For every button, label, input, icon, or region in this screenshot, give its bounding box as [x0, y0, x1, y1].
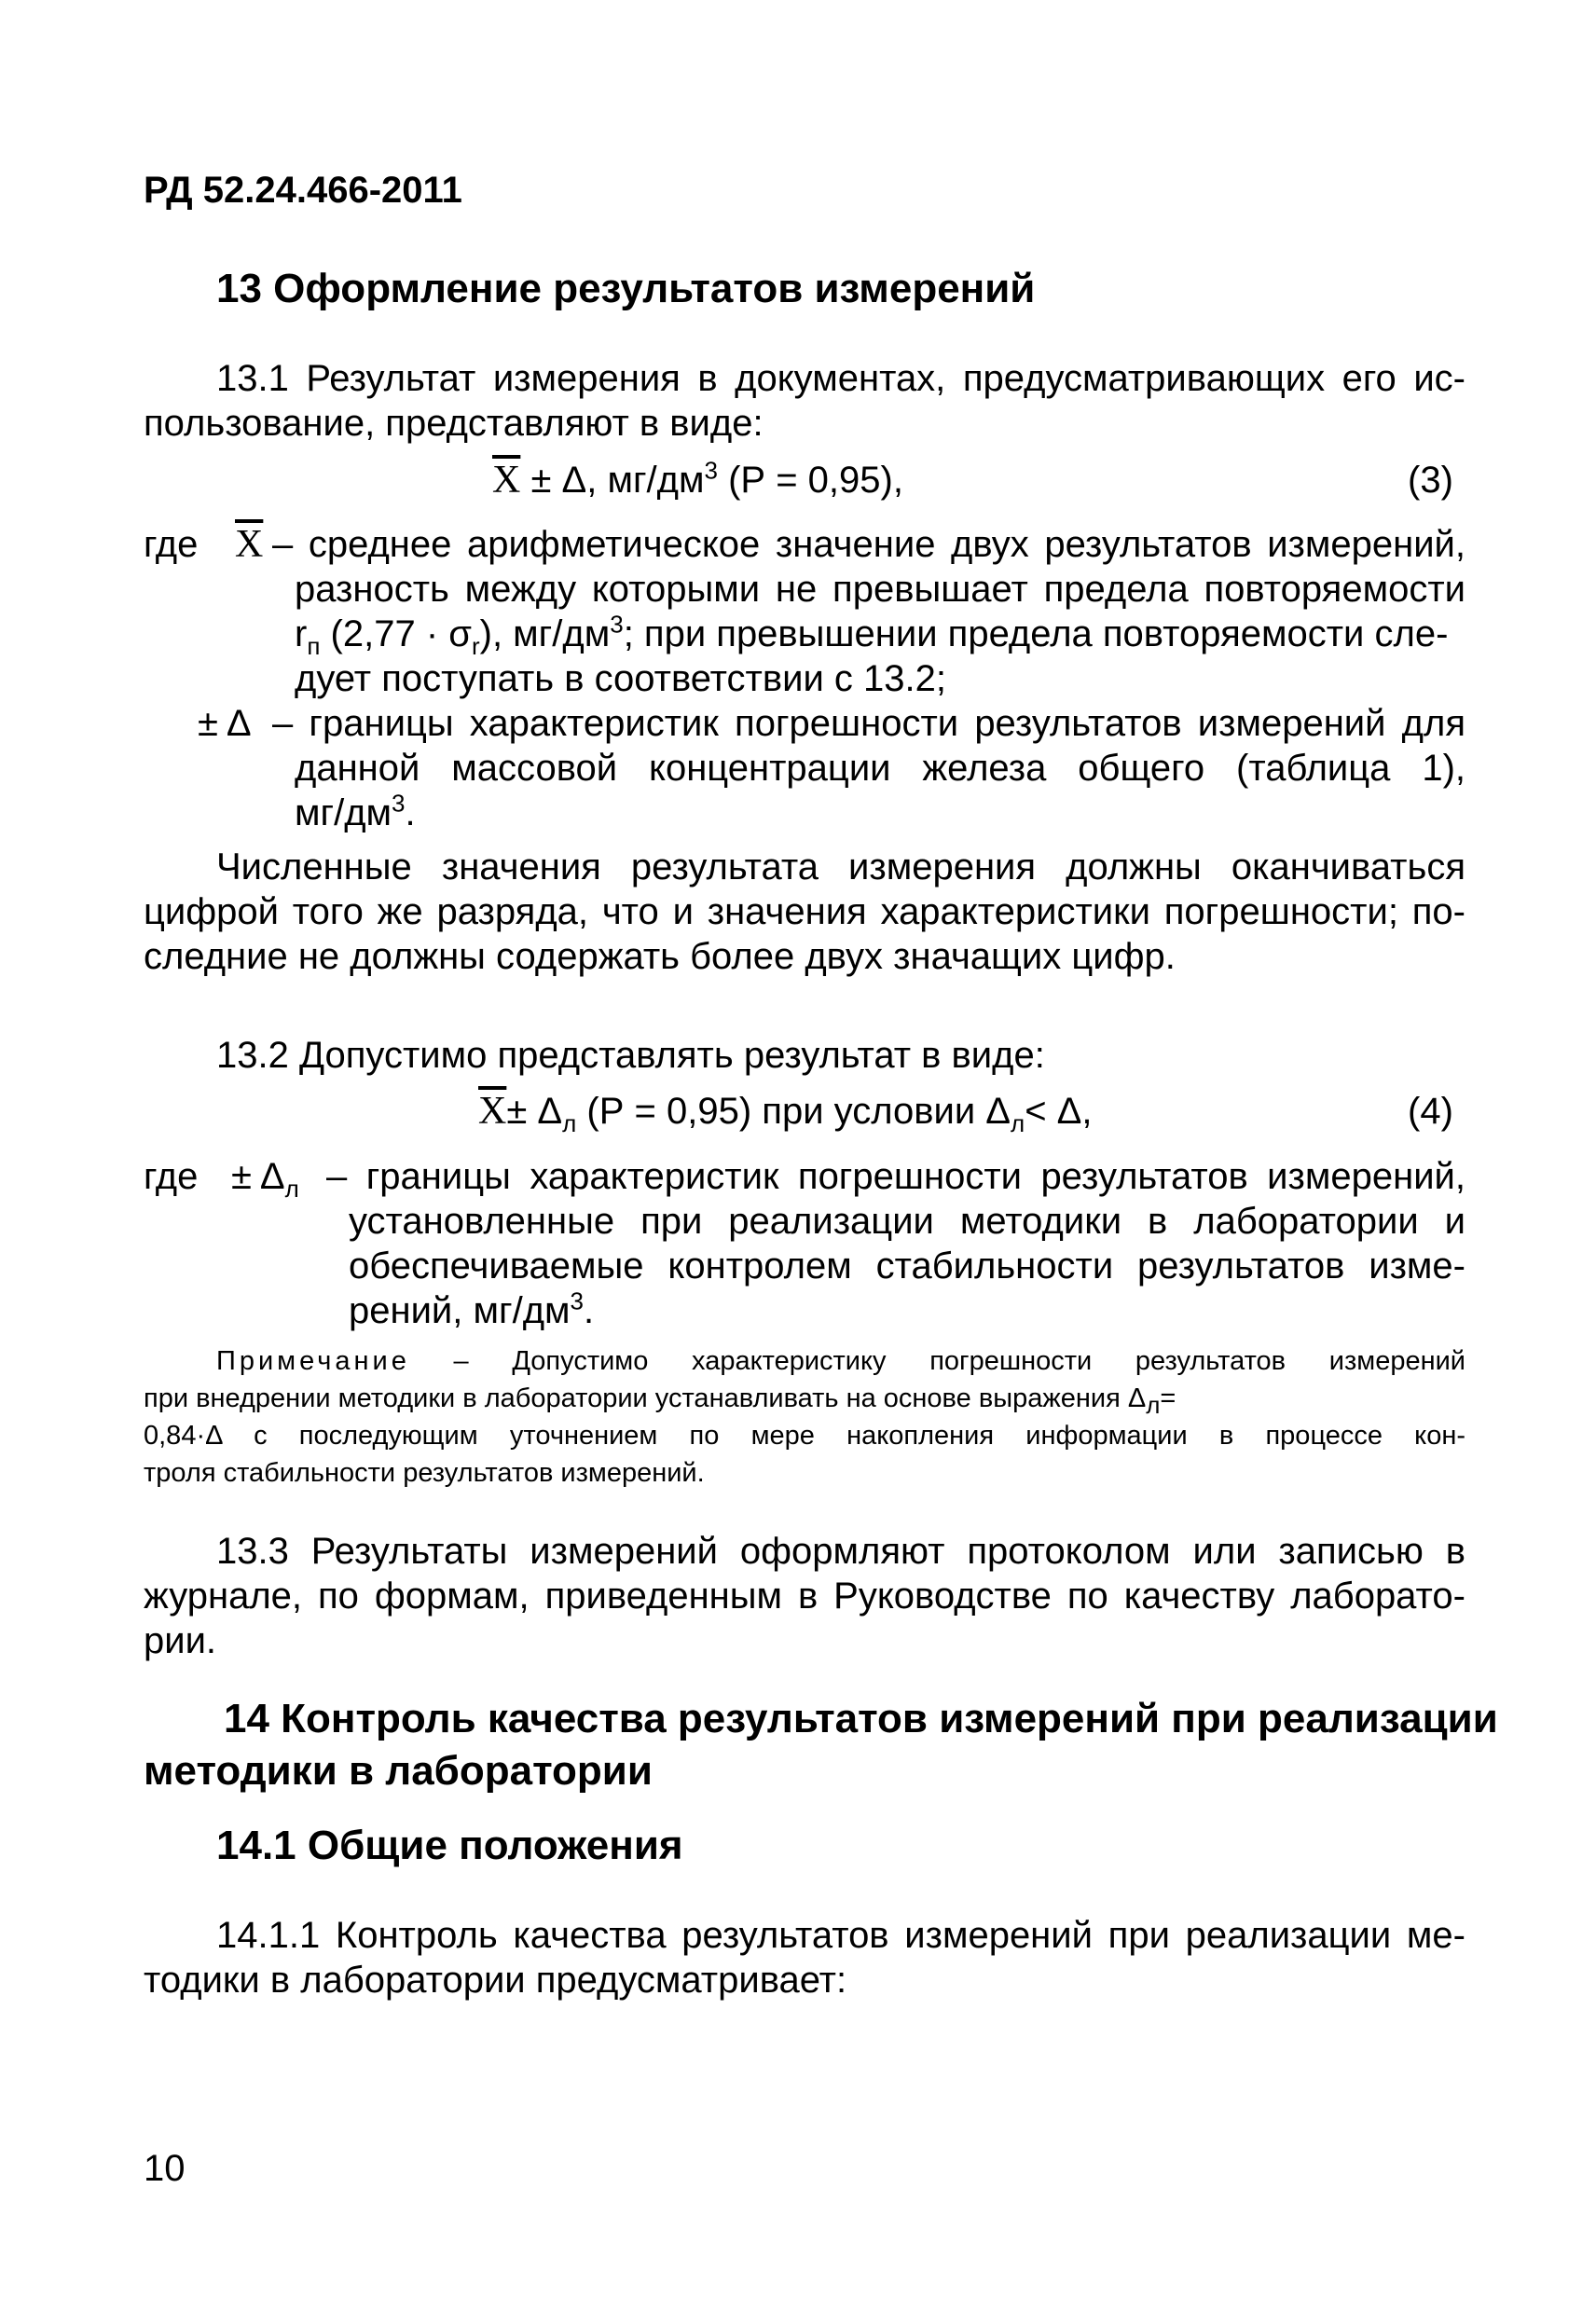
paragraph-14-1-1-line2: тодики в лаборатории предусматривает: [144, 1960, 847, 2001]
formula-3-number: (3) [1408, 460, 1453, 501]
x-definition-line2: разность между которыми не превышает предела повторяемости [295, 569, 1465, 610]
paragraph-13-2: 13.2 Допустимо представлять результат в виде: [216, 1035, 1045, 1076]
paragraph-14-1-1-line1: 14.1.1 Контроль качества результатов измерений при реализации ме- [216, 1915, 1465, 1956]
paragraph-13-3-line1: 13.3 Результаты измерений оформляют протоколом или записью в [216, 1531, 1465, 1572]
delta-l-definition-line4: рений, $мг/дм^3$. [349, 1287, 595, 1331]
note-line2: при внедрении методики в лаборатории устанавливать на основе выражения $\Delta_л=$ [144, 1383, 1176, 1419]
x-definition-symbol: $\overline{X}$ [235, 523, 264, 566]
paragraph-13-3-line3: рии. [144, 1620, 217, 1661]
delta-l-definition-line2: установленные при реализации методики в лаборатории и [349, 1201, 1465, 1242]
delta-l-definition-line1: – границы характеристик погрешности результатов измерений, [326, 1156, 1465, 1197]
numeric-values-line2: цифрой того же разряда, что и значения характеристики погрешности; по- [144, 891, 1465, 932]
numeric-values-line1: Численные значения результата измерения должны оканчиваться [216, 846, 1465, 888]
page-number: 10 [144, 2148, 186, 2189]
paragraph-13-1-line2: пользование, представляют в виде: [144, 403, 764, 444]
paragraph-13-3-line2: журнале, по формам, приведенным в Руководстве по качеству лаборато- [144, 1576, 1465, 1617]
formula-3: $\overline{X} \pm \Delta$, $мг/дм^3$ (Р = 0,95), [492, 456, 903, 502]
note-label: Примечание [216, 1346, 410, 1376]
x-definition-line4: дует поступать в соответствии с 13.2; [295, 658, 947, 699]
formula-4: $\overline{X}\pm \Delta_л$ (Р = 0,95) при условии $\Delta_л< \Delta$, [478, 1090, 1093, 1137]
x-bar-symbol: $\overline{X}$ [478, 1090, 507, 1133]
x-bar-symbol: $\overline{X}$ [492, 459, 521, 502]
document-code: РД 52.24.466-2011 [144, 170, 462, 211]
x-definition-line3: $r_п$ $(2,77 \cdot \sigma_r)$, $мг/дм^3$; при превышении предела повторяемости сле- [295, 610, 1449, 660]
section-14-title-line1: 14 Контроль качества результатов измерений при реализации [224, 1696, 1498, 1741]
delta-definition-line2: данной массовой концентрации железа общего (таблица 1), [295, 748, 1465, 789]
delta-definition-line3: $мг/дм^3$. [295, 789, 416, 833]
paragraph-13-1-line1: 13.1 Результат измерения в документах, предусматривающих его ис- [216, 358, 1465, 399]
note-line4: троля стабильности результатов измерений. [144, 1458, 705, 1488]
section-14-title-line2: методики в лаборатории [144, 1748, 653, 1794]
note-line1: Примечание – Допустимо характеристику погрешности результатов измерений [216, 1346, 1465, 1376]
delta-definition-symbol: ± Δ [198, 703, 252, 744]
delta-l-symbol: ± $\Delta_л$ [231, 1156, 299, 1203]
delta-definition-line1: – границы характеристик погрешности результатов измерений для [272, 703, 1465, 744]
where-label: где [144, 524, 199, 565]
note-line3: 0,84·Δ с последующим уточнением по мере накопления информации в процессе кон- [144, 1421, 1465, 1451]
x-definition-line1: – среднее арифметическое значение двух результатов измерений, [272, 524, 1465, 565]
formula-4-number: (4) [1408, 1091, 1453, 1132]
numeric-values-line3: следние не должны содержать более двух значащих цифр. [144, 936, 1176, 977]
subsection-14-1-title: 14.1 Общие положения [216, 1823, 683, 1868]
section-13-title: 13 Оформление результатов измерений [216, 266, 1036, 311]
where-label-2: где [144, 1156, 199, 1197]
delta-l-definition-line3: обеспечиваемые контролем стабильности результатов изме- [349, 1245, 1465, 1287]
